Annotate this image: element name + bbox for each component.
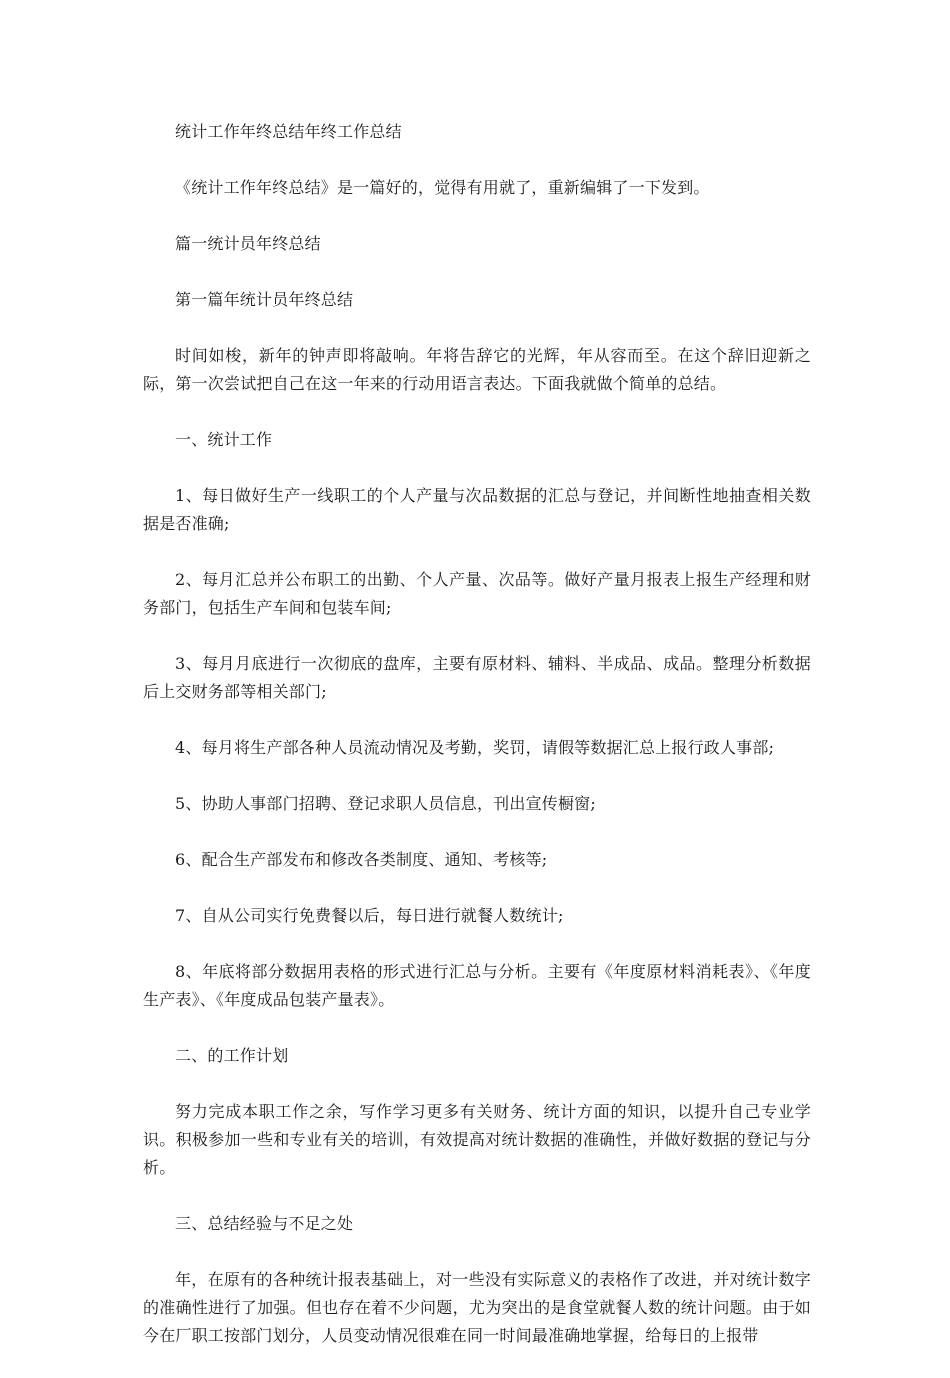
section3-heading: 三、总结经验与不足之处 [175, 1214, 354, 1233]
opening-paragraph: 时间如梭，新年的钟声即将敲响。年将告辞它的光辉，年从容而至。在这个辞旧迎新之际，第一次尝试把自己在这一年来的行动用语言表达。下面我就做个简单的总结。 [143, 346, 811, 393]
list-item-4: 4、每月将生产部各种人员流动情况及考勤，奖罚，请假等数据汇总上报行政人事部; [175, 738, 775, 757]
document-title: 统计工作年终总结年终工作总结 [175, 122, 402, 141]
sub-heading: 第一篇年统计员年终总结 [175, 290, 354, 309]
section2-heading: 二、的工作计划 [175, 1046, 289, 1065]
section3-paragraph: 年，在原有的各种统计报表基础上，对一些没有实际意义的表格作了改进，并对统计数字的准确性进行了加强。但也存在着不少问题，尤为突出的是食堂就餐人数的统计问题。由于如今在厂职工按部门划分，人员变动情况很难在同一时间最准确地掌握，给每日的上报带 [143, 1270, 811, 1345]
list-item-3: 3、每月月底进行一次彻底的盘库，主要有原材料、辅料、半成品、成品。整理分析数据后上交财务部等相关部门; [143, 654, 811, 701]
list-item-2: 2、每月汇总并公布职工的出勤、个人产量、次品等。做好产量月报表上报生产经理和财务部门，包括生产车间和包装车间; [143, 570, 811, 617]
list-item-1: 1、每日做好生产一线职工的个人产量与次品数据的汇总与登记，并间断性地抽查相关数据是否准确; [143, 486, 811, 533]
document-page [143, 118, 811, 1378]
intro-paragraph: 《统计工作年终总结》是一篇好的，觉得有用就了，重新编辑了一下发到。 [175, 178, 710, 197]
section2-paragraph: 努力完成本职工作之余，写作学习更多有关财务、统计方面的知识，以提升自己专业学识。积极参加一些和专业有关的培训，有效提高对统计数据的准确性，并做好数据的登记与分析。 [143, 1102, 811, 1177]
list-item-8: 8、年底将部分数据用表格的形式进行汇总与分析。主要有《年度原材料消耗表》、《年度生产表》、《年度成品包装产量表》。 [143, 962, 811, 1009]
section1-heading: 一、统计工作 [175, 430, 273, 449]
list-item-6: 6、配合生产部发布和修改各类制度、通知、考核等; [175, 850, 548, 869]
list-item-5: 5、协助人事部门招聘、登记求职人员信息，刊出宣传橱窗; [175, 794, 596, 813]
list-item-7: 7、自从公司实行免费餐以后，每日进行就餐人数统计; [175, 906, 564, 925]
part-heading: 篇一统计员年终总结 [175, 234, 321, 253]
